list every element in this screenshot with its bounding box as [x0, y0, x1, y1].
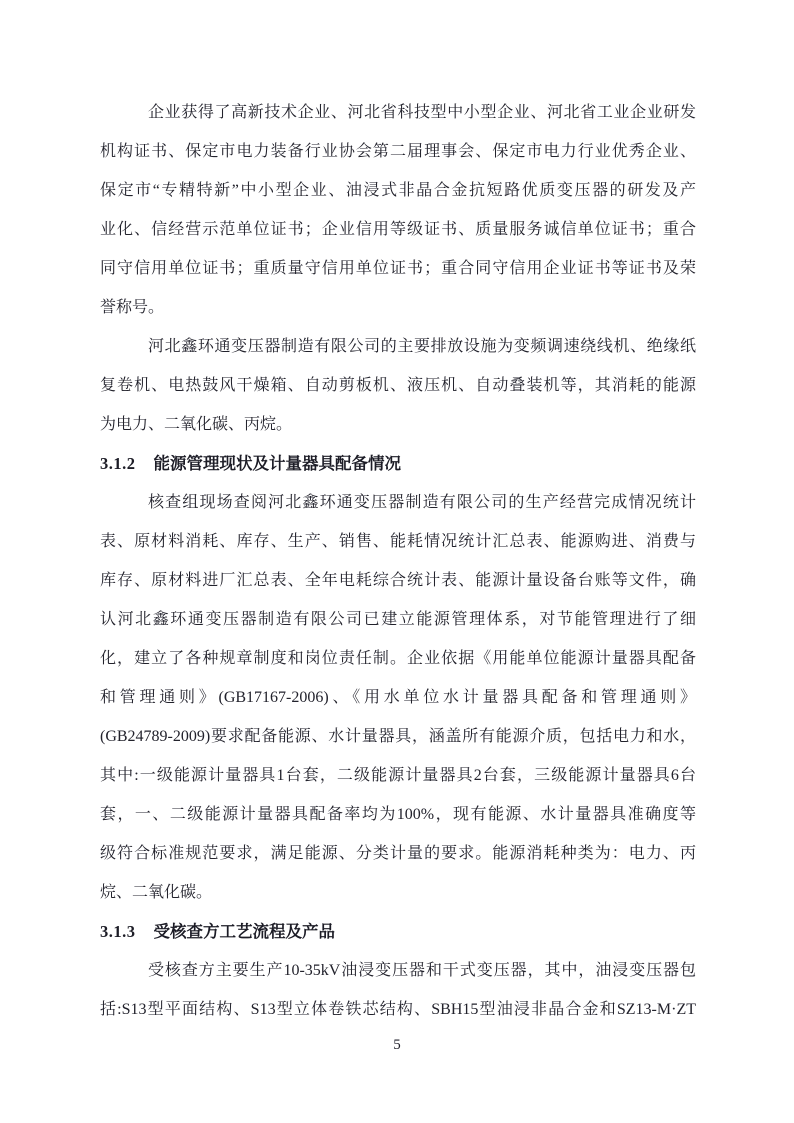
text-line: 机构证书、保定市电力装备行业协会第二届理事会、保定市电力行业优秀企业、	[100, 143, 696, 160]
text-line: 化，建立了各种规章制度和岗位责任制。企业依据《用能单位能源计量器具配备	[100, 650, 696, 667]
page-footer	[0, 1028, 794, 1062]
text-line: 表、原材料消耗、库存、生产、销售、能耗情况统计汇总表、能源购进、消费与	[100, 533, 696, 550]
text-line: 保定市“专精特新”中小型企业、油浸式非晶合金抗短路优质变压器的研发及产	[100, 182, 696, 199]
heading-number: 3.1.2	[100, 454, 136, 473]
text-line: 烷、二氧化碳。	[100, 884, 213, 901]
text-line: 企业获得了高新技术企业、河北省科技型中小型企业、河北省工业企业研发	[148, 104, 696, 121]
text-line: 河北鑫环通变压器制造有限公司的主要排放设施为变频调速绕线机、绝缘纸	[148, 338, 696, 355]
para-company-honors	[100, 93, 696, 327]
heading-number: 3.1.3	[100, 922, 136, 941]
para-energy-management	[100, 483, 696, 912]
heading-title: 受核查方工艺流程及产品	[153, 922, 335, 941]
text-line: 同守信用单位证书；重质量守信用单位证书；重合同守信用企业证书等证书及荣	[100, 260, 696, 277]
section-heading	[100, 444, 696, 483]
text-line: 套，一、二级能源计量器具配备率均为100%，现有能源、水计量器具准确度等	[100, 806, 696, 823]
text-line: 核查组现场查阅河北鑫环通变压器制造有限公司的生产经营完成情况统计	[148, 494, 696, 511]
para-emission-facilities	[100, 327, 696, 444]
text-line: (GB24789-2009)要求配备能源、水计量器具，涵盖所有能源介质，包括电力和水，	[100, 728, 696, 745]
document-body	[100, 93, 696, 1029]
text-line: 业化、信经营示范单位证书；企业信用等级证书、质量服务诚信单位证书；重合	[100, 221, 696, 238]
text-line: 和管理通则》(GB17167-2006)、《用水单位水计量器具配备和管理通则》	[100, 689, 696, 706]
text-line: 级符合标准规范要求，满足能源、分类计量的要求。能源消耗种类为：电力、丙	[100, 845, 696, 862]
text-line: 复卷机、电热鼓风干燥箱、自动剪板机、液压机、自动叠装机等，其消耗的能源	[100, 377, 696, 394]
para-products	[100, 951, 696, 1029]
text-line: 库存、原材料进厂汇总表、全年电耗综合统计表、能源计量设备台账等文件，确	[100, 572, 696, 589]
page-number: 5	[393, 1037, 401, 1053]
heading-title: 能源管理现状及计量器具配备情况	[153, 454, 401, 473]
text-line: 括:S13型平面结构、S13型立体卷铁芯结构、SBH15型油浸非晶合金和SZ13-M·ZT	[100, 1001, 696, 1018]
text-line: 受核查方主要生产10-35kV油浸变压器和干式变压器，其中，油浸变压器包	[148, 962, 696, 979]
text-line: 其中:一级能源计量器具1台套，二级能源计量器具2台套，三级能源计量器具6台	[100, 767, 696, 784]
text-line: 为电力、二氧化碳、丙烷。	[100, 416, 293, 433]
section-heading	[100, 912, 696, 951]
text-line: 誉称号。	[100, 299, 165, 316]
text-line: 认河北鑫环通变压器制造有限公司已建立能源管理体系，对节能管理进行了细	[100, 611, 696, 628]
